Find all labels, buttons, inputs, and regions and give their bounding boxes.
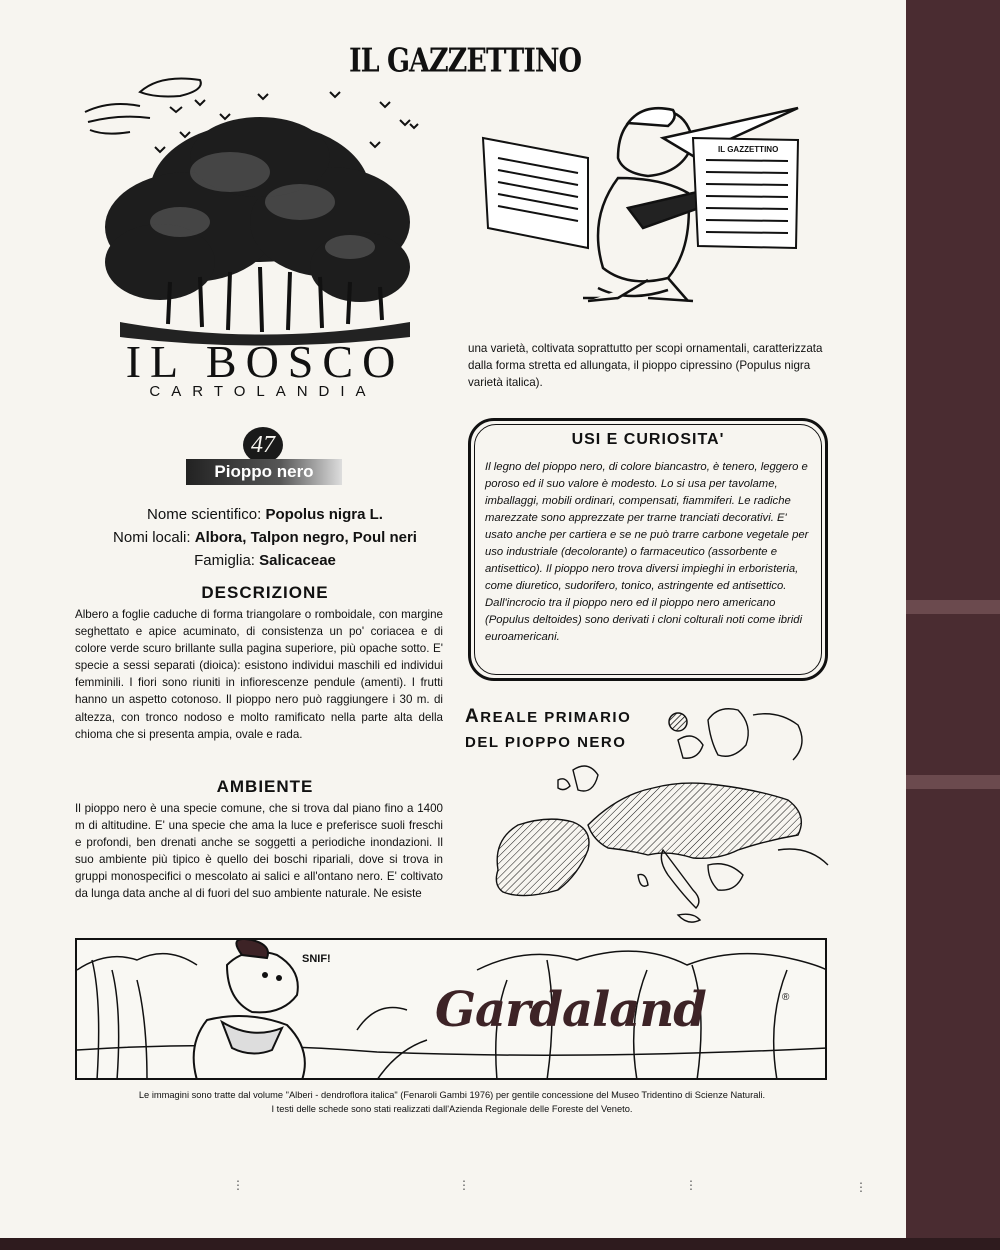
local-label: Nomi locali: xyxy=(113,529,191,546)
scientific-value: Popolus nigra L. xyxy=(265,506,383,523)
sniff-text: SNIF! xyxy=(302,953,331,965)
areale-line2: DEL PIOPPO NERO xyxy=(465,734,627,751)
europe-distribution-map xyxy=(478,700,838,935)
scientific-label: Nome scientifico: xyxy=(147,506,262,523)
local-names-line xyxy=(60,529,470,546)
areale-line1-rest: REALE PRIMARIO xyxy=(480,709,632,726)
credits-line1: Le immagini sono tratte dal volume "Alberi - dendroflora italica" (Fenaroli Gambi 1976) per gentile concessione del Museo Tridentino di Scienze Naturali. xyxy=(138,1090,766,1100)
family-line xyxy=(60,552,470,569)
trees-illustration xyxy=(80,62,440,347)
scientific-name-line xyxy=(60,506,470,523)
usi-text: Il legno del pioppo nero, di colore biancastro, è tenero, leggero e poroso ed il suo valore è modesto. Lo si usa per tavolame, imballaggi, mobili ordinari, compensati, fiammiferi. Le radiche marezzate sono apprezzate per trarne tranciati decorativi. E' usato anche per cartiera e se ne può trarre carbone vegetale per uso industriale (decolorante) o farmaceutico (assorbente e antisettico). Il pioppo nero trova diversi impieghi in erboristeria, come diuretico, sudorifero, tonico, astringente ed antisettico. Dall'incrocio tra il pioppo nero ed il pioppo nero americano (Populus deltoides) sono derivati i cloni colturali noti come ibridi euroamericani. xyxy=(485,461,809,643)
masthead: IL GAZZETTINO xyxy=(348,42,582,81)
ambiente-heading: AMBIENTE xyxy=(216,777,314,796)
perforation-mark: ⋮ xyxy=(458,1178,470,1192)
perforation-mark: ⋮ xyxy=(685,1178,697,1192)
continuation-text: una varietà, coltivata soprattutto per scopi ornamentali, caratterizzata dalla forma stretta ed allungata, il pioppo cipressino (Populus nigra varietà italica). xyxy=(468,342,823,390)
bottom-edge xyxy=(0,1238,1000,1250)
areale-cap: A xyxy=(465,706,481,727)
credits-line2: I testi delle schede sono stati realizzati dall'Azienda Regionale delle Foreste del Veneto. xyxy=(271,1104,633,1114)
perforation-mark: ⋮ xyxy=(232,1178,244,1192)
family-label: Famiglia: xyxy=(194,552,255,569)
ambiente-text: Il pioppo nero è una specie comune, che si trova dal piano fino a 1400 m di altitudine. E' una specie che ama la luce e preferisce suoli freschi e profondi, ben drenati anche se soggetti a periodiche inondazioni. Il suo ambiente più tipico è quello dei boschi ripariali, dove si trova in gruppi monospecifici o mescolato ai salici e all'ontano nero. E' coltivato da lunga data anche al di fuori del suo ambiente naturale. Ne esiste xyxy=(75,802,443,901)
credits xyxy=(70,1088,834,1116)
gardaland-banner xyxy=(75,938,827,1080)
family-value: Salicaceae xyxy=(259,552,336,569)
collection-subtitle: CARTOLANDIA xyxy=(149,383,377,400)
newspaper-label: IL GAZZETTINO xyxy=(718,145,779,154)
descrizione-heading: DESCRIZIONE xyxy=(201,583,329,602)
species-name: Pioppo nero xyxy=(186,459,342,485)
perforation-mark: ⋮ xyxy=(855,1180,867,1194)
strip-band xyxy=(906,600,1000,614)
descrizione-text: Albero a foglie caduche di forma triangolare o romboidale, con margine seghettato e apice acuminato, di consistenza un po' coriacea e di colore verde scuro brillante sulla pagina superiore, più opache sotto. E' specie a sessi separati (dioica): esistono individui maschili ed individui femminili. I fiori sono riuniti in infiorescenze pendule (amenti). I frutti hanno un aspetto cotonoso. Il pioppo nero può raggiungere i 30 m. di altezza, con tronco nodoso e molto ramificato nella parte alta della chioma che si presenta ampia, ovale e rada. xyxy=(75,608,443,741)
mascot-illustration xyxy=(478,98,818,313)
strip-band xyxy=(906,775,1000,789)
gardaland-logo[interactable]: Gardaland xyxy=(435,982,706,1038)
registered-mark: ® xyxy=(782,992,790,1003)
usi-heading: USI E CURIOSITA' xyxy=(571,431,725,448)
background-strip xyxy=(906,0,1000,1250)
collection-title: IL BOSCO xyxy=(125,336,405,387)
usi-box xyxy=(468,418,828,681)
local-value: Albora, Talpon negro, Poul neri xyxy=(194,529,417,546)
card-number: 47 xyxy=(243,427,283,463)
